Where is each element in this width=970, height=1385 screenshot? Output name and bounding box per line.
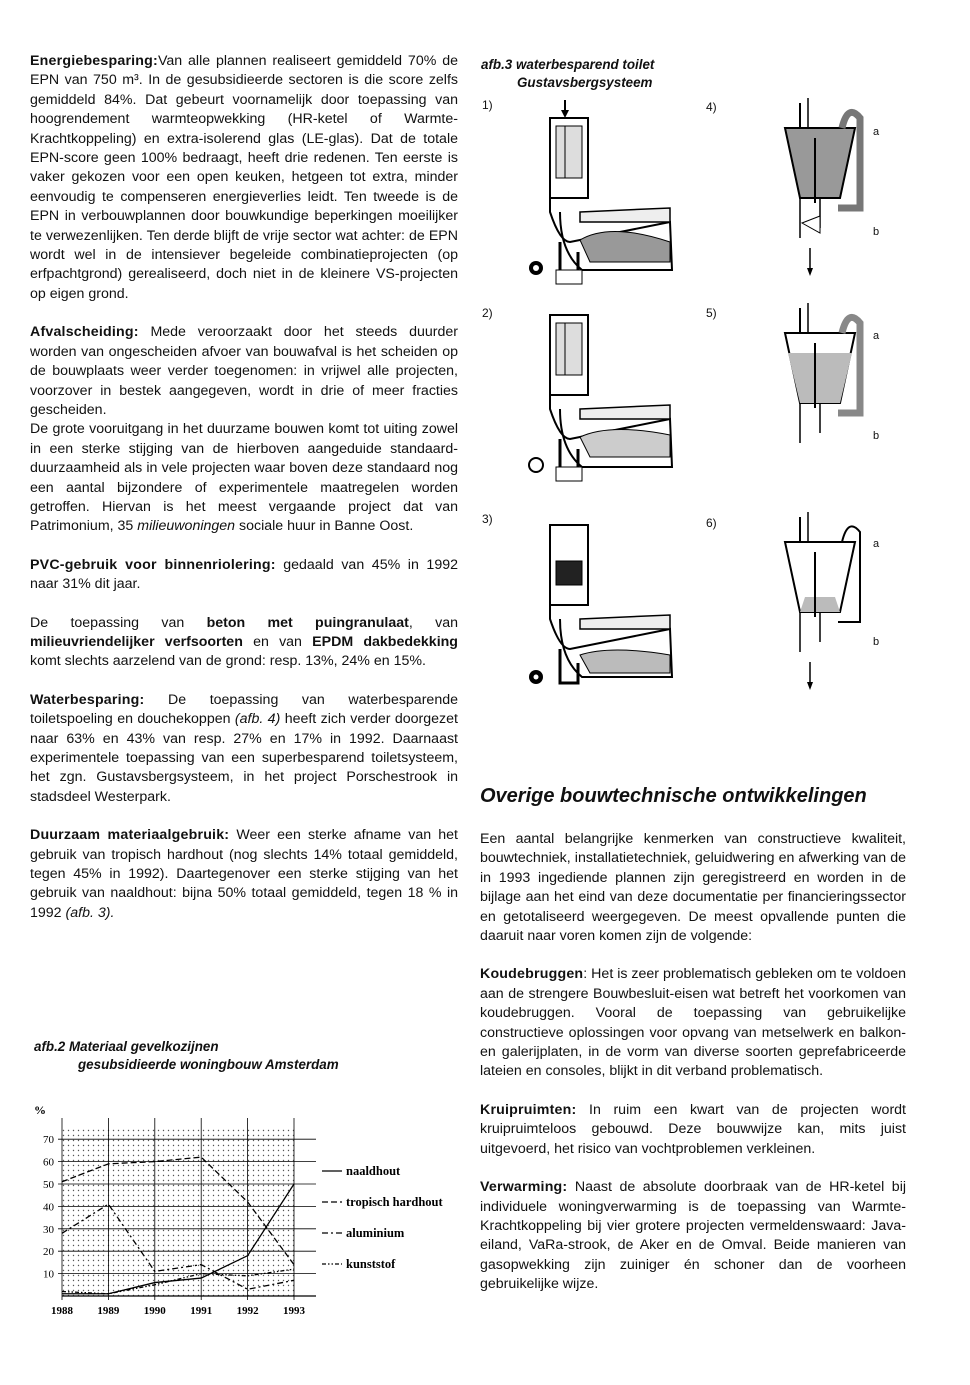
panel-label-1: 1)	[482, 98, 493, 112]
y-tick-label: 40	[43, 1201, 54, 1214]
y-tick-label: 10	[43, 1268, 54, 1281]
toilet-illustration-2	[520, 305, 690, 495]
y-tick-label: 50	[43, 1179, 54, 1191]
legend-label: kunststof	[346, 1257, 396, 1271]
text-duurzaam-b: sociale huur in Banne Oost.	[235, 518, 414, 535]
figure3-caption-line2: Gustavsbergsysteem	[517, 75, 653, 90]
paragraph-kruipruimten	[480, 1101, 906, 1159]
lead-afvalscheiding: Afvalscheiding:	[30, 324, 139, 341]
tank-illustration-4	[780, 98, 900, 283]
panel-label-5: 5)	[706, 306, 717, 320]
text-water-2: heeft zich verder doorgezet naar 63% en 43% van resp. 27% en 17% in 1992. Daarnaast experimentele toepassing van een superbesparend toiletsysteem, het zgn. Gustavsbergsysteem, in het project Porschestrook in stadsdeel Westerpark.	[30, 711, 458, 805]
text-verwarming: Naast de absolute doorbraak van de HR-ketel bij individuele woningverwarming is de toepassing van Warmte-Krachtkoppeling bij vier grotere projecten vermeldenswaard: Java-eiland, VaRa-strook, de Aker en de Omval. Beide manieren van gasopwekking zijn zuiniger én schoner dan de voorheen gebruikelijke wijze.	[480, 1179, 906, 1293]
paragraph-pvc	[30, 556, 458, 595]
x-tick-label: 1990	[143, 1305, 166, 1317]
text-kruipruimten: In ruim een kwart van de projecten wordt kruipruimteloos gebouwd. Deze bouwwijze kan, mits juist uitgevoerd, het risico van vochtproblemen verkleinen.	[480, 1101, 906, 1157]
section-heading: Overige bouwtechnische ontwikkelingen	[480, 785, 867, 807]
y-tick-label: 70	[43, 1134, 54, 1147]
chart-legend	[322, 1164, 444, 1271]
paragraph-duurzaam-bouwen	[30, 420, 458, 536]
lead-kruipruimten: Kruipruimten:	[480, 1101, 577, 1118]
left-column	[30, 52, 458, 942]
y-tick-labels	[43, 1134, 55, 1280]
panel-label-3: 3)	[482, 512, 493, 526]
text-pvc: gedaald van 45% in 1992 naar 31% dit jaar.	[30, 556, 458, 593]
y-tick-label: 30	[43, 1223, 54, 1236]
tank-illustration-6	[780, 512, 900, 697]
right-column	[480, 830, 906, 1314]
panel-label-2: 2)	[482, 306, 493, 320]
text-energiebesparing: Van alle plannen realiseert gemiddeld 70% de EPN van 750 m³. In de gesubsidieerde sectoren is die score zelfs gemiddeld 84%. Dat gebeurt voornamelijk door toepassing van hoogrendement warmteopwekking (HR-ketel of Warmte-Krachtkoppeling) en extra-isolerend glas (LE-glas). Dat de totale EPN-score geen 100% bedraagt, heeft drie redenen. Ten eerste is vaker gekozen voor een open keuken, hetgeen tot extra, minder eenvoudig te compenseren energieverlies leidt. Ten tweede is de EPN in verbouwplannen door bouwkundige beperkingen moeilijker te verwezenlijken. Ten derde blijft de vrije sector wat achter: de EPN wordt wel in de intensiever begeleide combinatieprojecten (op erfpachtgrond) gerealiseerd, doch niet in de kleinere VS-projecten op eigen grond.	[30, 53, 458, 302]
x-tick-labels	[51, 1305, 306, 1317]
tag-b-4: b	[873, 226, 880, 238]
tag-a-5: a	[873, 330, 880, 342]
text-materiaal-ref: (afb. 3).	[65, 904, 115, 921]
lead-energiebesparing: Energiebesparing:	[30, 53, 158, 69]
highlight-epdm: EPDM dakbedekking	[312, 633, 458, 650]
toilet-illustration-1	[520, 92, 690, 292]
tag-a-6: a	[873, 538, 880, 550]
y-tick-label: 60	[43, 1156, 54, 1169]
paragraph-beton	[30, 614, 458, 672]
paragraph-materiaalgebruik	[30, 826, 458, 923]
text-duurzaam-italic: milieuwoningen	[137, 518, 236, 535]
text-koudebruggen: : Het is zeer problematisch gebleken om te voldoen aan de strengere Bouwbesluit-eisen wat betreft het voorkomen van koudebruggen. Vooral de toepassing van gebruikelijke constructieve oplossingen voor opvang van metselwerk en balkon- en galerijplaten, in de vorm van diverse soorten geprefabriceerde lateien en consoles, blijkt in dit verband problematisch.	[480, 966, 906, 1080]
paragraph-energiebesparing	[30, 52, 458, 304]
text-duurzaam-a: De grote vooruitgang in het duurzame bouwen komt tot uiting zowel in een sterke stijging van de hierboven aangeduide standaard-duurzaamheid als in vele projecten waar boven deze standaard nog een aantal bijzondere of experimentele maatregelen worden getroffen. Hiervan is het meest vergaande project dat van Patrimonium, 35	[30, 421, 458, 535]
x-tick-label: 1988	[51, 1305, 73, 1317]
y-axis-unit-label: %	[34, 1103, 46, 1117]
highlight-verf: milieuvriendelijker verfsoorten	[30, 633, 243, 650]
figure2-caption-line2: gesubsidieerde woningbouw Amsterdam	[78, 1057, 339, 1072]
text-afvalscheiding: Mede veroorzaakt door het steeds duurder worden van ongescheiden afvoer van bouwafval is het scheiden op de bouwplaats weer verder toegenomen: in vrijwel alle projecten, voorzover in bestek aangegeven, wordt in drie of meer fracties gescheiden.	[30, 324, 458, 418]
lead-koudebruggen: Koudebruggen	[480, 966, 584, 983]
tank-illustration-5	[780, 303, 900, 488]
paragraph-verwarming	[480, 1178, 906, 1294]
figure3-caption	[481, 56, 654, 92]
paragraph-koudebruggen	[480, 965, 906, 1081]
x-tick-label: 1993	[283, 1305, 305, 1317]
lead-pvc: PVC-gebruik voor binnenriolering:	[30, 556, 276, 573]
figure2-caption	[34, 1038, 339, 1074]
tag-a-4: a	[873, 126, 880, 138]
text-beton-3: en van	[242, 633, 313, 650]
text-water-ref: (afb. 4)	[234, 711, 281, 728]
text-beton-2: , van	[408, 614, 458, 631]
figure3-caption-line1: afb.3 waterbesparend toilet	[481, 57, 655, 72]
text-beton-4: komt slechts aarzelend van de grond: resp. 13%, 24% en 15%.	[30, 653, 426, 670]
legend-label: aluminium	[346, 1226, 405, 1240]
tag-b-6: b	[873, 636, 880, 648]
y-tick-label: 20	[43, 1246, 54, 1259]
text-water-1: De toepassing van waterbesparende toiletspoeling en douchekoppen	[30, 691, 458, 728]
paragraph-intro: Een aantal belangrijke kenmerken van constructieve kwaliteit, bouwtechniek, installatietechniek, geluidwering en afwerking van de in 1993 ingediende plannen zijn geregistreerd en worden in de bijlage aan het eind van deze documentatie per financieringssector en getotaliseerd weergegeven. De meest opvallende punten die daaruit naar voren komen zijn de volgende:	[480, 831, 906, 945]
text-materiaal-1: Weer een sterke afname van het gebruik van tropisch hardhout (nog slechts 14% totaal gemiddeld, tegen 45% in 1992). Daartegenover een sterke stijging van het gebruik van naaldhout: bijna 50% totaal gemiddeld, tegen 18 % in 1992	[30, 827, 458, 921]
lead-waterbesparing: Waterbesparing:	[30, 691, 145, 708]
lead-materiaalgebruik: Duurzaam materiaalgebruik:	[30, 827, 230, 844]
material-line-chart	[26, 1098, 466, 1318]
text-beton-1: De toepassing van	[30, 614, 207, 631]
legend-label: tropisch hardhout	[346, 1195, 443, 1209]
toilet-illustration-3	[520, 515, 690, 695]
x-tick-label: 1992	[236, 1305, 259, 1317]
paragraph-afvalscheiding	[30, 323, 458, 420]
x-tick-label: 1991	[190, 1305, 213, 1317]
lead-verwarming: Verwarming:	[480, 1179, 568, 1196]
legend-label: naaldhout	[346, 1164, 401, 1178]
plot-area	[62, 1128, 294, 1296]
highlight-beton: beton met puingranulaat	[206, 614, 409, 631]
tag-b-5: b	[873, 430, 880, 442]
paragraph-waterbesparing	[30, 691, 458, 807]
panel-label-6: 6)	[706, 516, 717, 530]
figure2-caption-line1: afb.2 Materiaal gevelkozijnen	[34, 1039, 219, 1054]
x-tick-label: 1989	[97, 1305, 120, 1317]
panel-label-4: 4)	[706, 100, 717, 114]
